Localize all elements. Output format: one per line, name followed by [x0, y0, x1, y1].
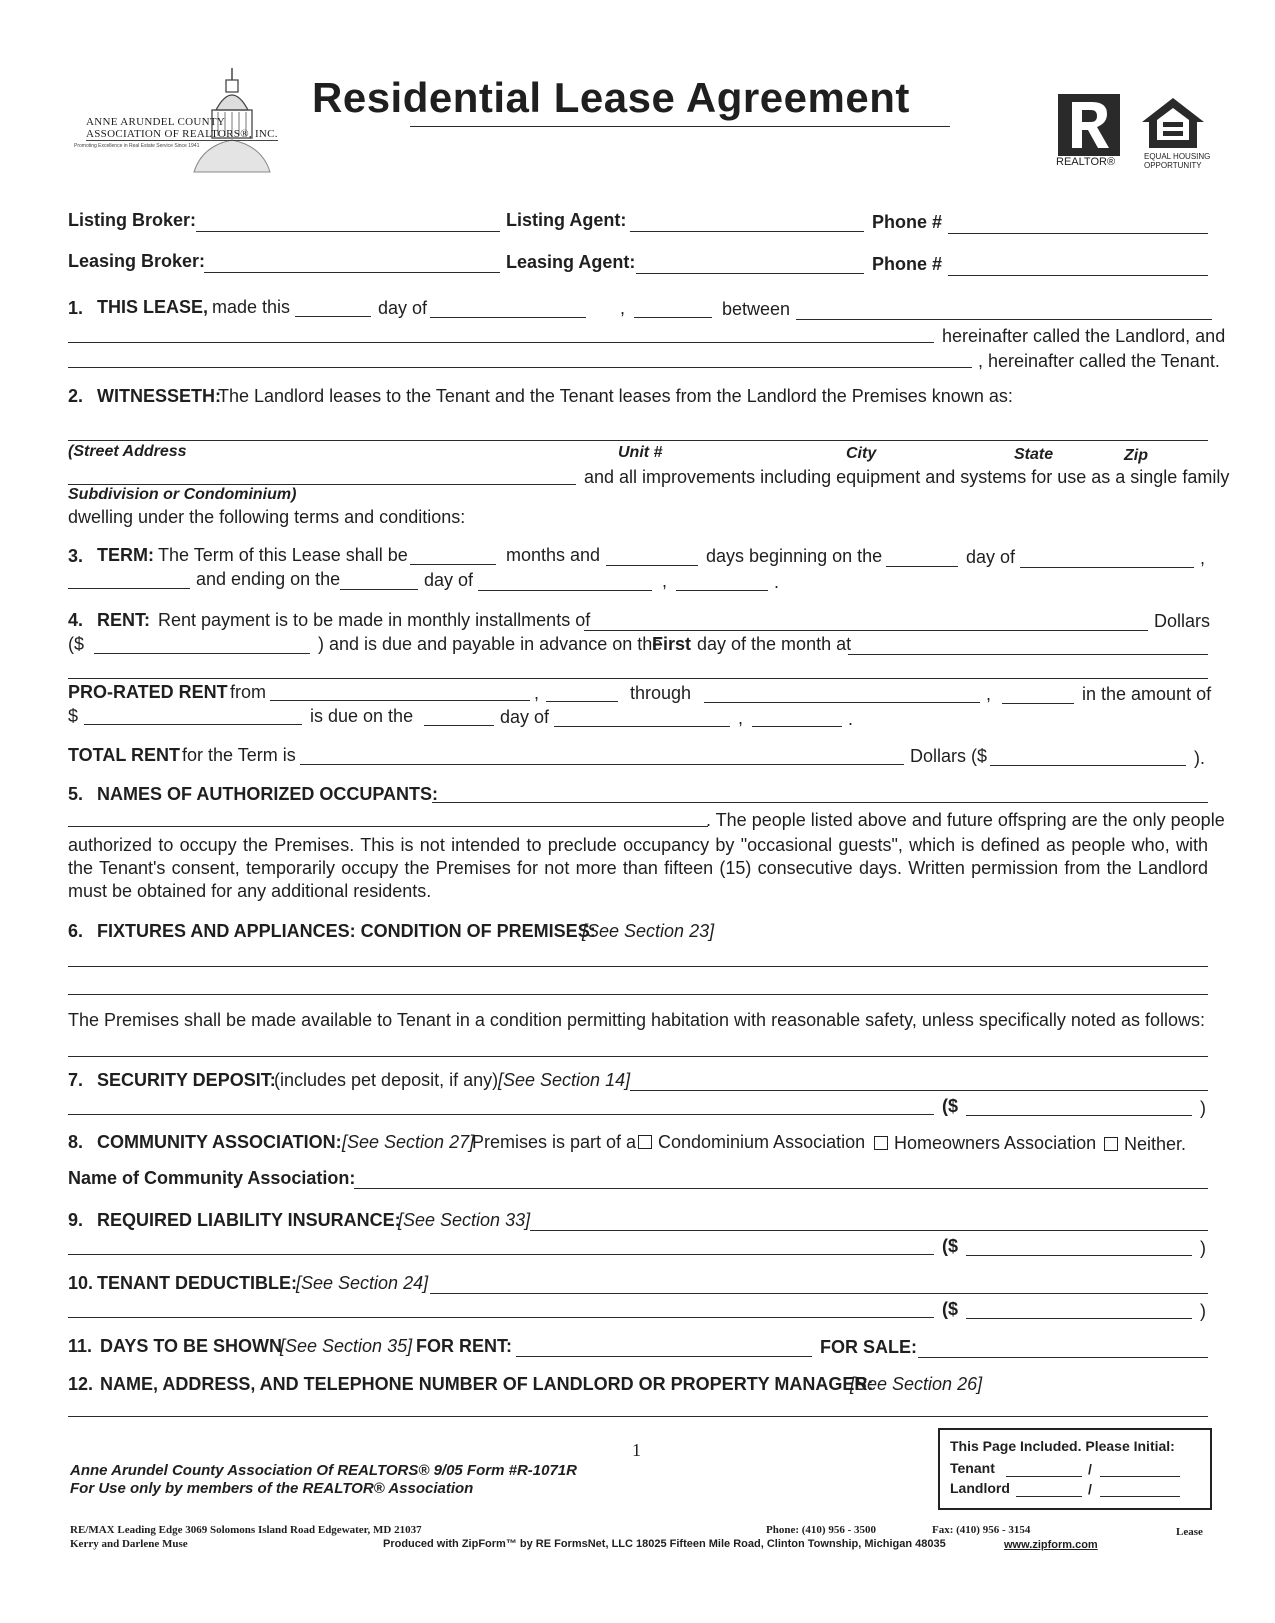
listing-broker-field[interactable] — [196, 231, 500, 232]
s9-amount-field[interactable] — [966, 1255, 1192, 1256]
s8-text: Premises is part of a — [472, 1132, 637, 1152]
s3-end-month-field[interactable] — [478, 590, 652, 591]
homeowners-checkbox[interactable] — [874, 1136, 888, 1150]
s1-made-this: made this — [212, 297, 291, 317]
s7-heading: SECURITY DEPOSIT: — [97, 1070, 276, 1090]
s3-end-day-field[interactable] — [340, 589, 418, 590]
s5-number: 5. — [68, 784, 84, 804]
s7-close: ) — [1200, 1098, 1206, 1118]
phone-1-label: Phone # — [872, 212, 943, 232]
phone-1-field[interactable] — [948, 233, 1208, 234]
total-rent-heading: TOTAL RENT — [68, 745, 180, 765]
s10-heading: TENANT DEDUCTIBLE: — [97, 1273, 297, 1293]
s4-pay-location-line-2[interactable] — [68, 678, 1208, 679]
condominium-label: Condominium Association — [658, 1132, 866, 1152]
neither-label: Neither. — [1124, 1134, 1187, 1154]
realtor-label: REALTOR® — [1056, 156, 1116, 168]
association-logo — [72, 66, 278, 174]
s9-number: 9. — [68, 1210, 84, 1230]
s12-landlord-info-field[interactable] — [68, 1416, 1208, 1417]
s11-heading: DAYS TO BE SHOWN — [100, 1336, 283, 1356]
logo-line-2: ASSOCIATION OF REALTORS®, INC. — [86, 128, 278, 140]
prorated-through-year-field[interactable] — [1002, 703, 1074, 704]
tenant-initial-2-field[interactable] — [1100, 1476, 1180, 1477]
landlord-initial-2-field[interactable] — [1100, 1496, 1180, 1497]
s2-subdivision-caption: Subdivision or Condominium) — [68, 486, 297, 503]
s9-insurance-field[interactable] — [530, 1230, 1208, 1231]
prorated-through: through — [630, 683, 692, 703]
s6-fixtures-line-1[interactable] — [68, 966, 1208, 967]
landlord-slash: / — [1088, 1481, 1092, 1497]
office-agents: Kerry and Darlene Muse — [70, 1538, 188, 1550]
s10-deductible-field[interactable] — [430, 1293, 1208, 1294]
prorated-due-year-field[interactable] — [752, 726, 842, 727]
prorated-dollar: $ — [68, 706, 79, 726]
s3-start-year-field[interactable] — [68, 588, 190, 589]
s9-dollar: ($ — [942, 1236, 959, 1256]
prorated-from-year-field[interactable] — [546, 701, 618, 702]
s2-heading: WITNESSETH: — [97, 386, 221, 406]
office-fax: Fax: (410) 956 - 3154 — [932, 1524, 1031, 1536]
s1-month-field[interactable] — [430, 317, 586, 318]
s9-heading: REQUIRED LIABILITY INSURANCE: — [97, 1210, 401, 1230]
s11-number: 11. — [68, 1336, 93, 1356]
s4-number: 4. — [68, 610, 84, 630]
s5-heading: NAMES OF AUTHORIZED OCCUPANTS: — [97, 784, 438, 804]
s3-start-month-field[interactable] — [1020, 567, 1194, 568]
realtor-r-icon — [1058, 94, 1120, 156]
listing-broker-label: Listing Broker: — [68, 210, 197, 230]
phone-2-field[interactable] — [948, 275, 1208, 276]
s9-reference: [See Section 33] — [398, 1210, 531, 1230]
s8-number: 8. — [68, 1132, 84, 1152]
s2-city-caption: City — [846, 445, 877, 462]
prorated-from: from — [230, 682, 266, 702]
initials-title: This Page Included. Please Initial: — [950, 1438, 1175, 1454]
prorated-period: . — [848, 709, 854, 729]
option-neither[interactable] — [1104, 1134, 1186, 1155]
leasing-broker-label: Leasing Broker: — [68, 251, 206, 271]
neither-checkbox[interactable] — [1104, 1137, 1118, 1151]
total-rent-dollars: Dollars ($ — [910, 746, 988, 766]
s3-days-beginning: days beginning on the — [706, 546, 883, 566]
s4-amount-words-field[interactable] — [584, 630, 1148, 631]
s11-for-rent: FOR RENT: — [416, 1336, 512, 1356]
s2-text: The Landlord leases to the Tenant and the Tenant leases from the Landlord the Premises known as: — [218, 386, 1013, 406]
s4-text: Rent payment is to be made in monthly installments of — [158, 610, 591, 630]
s2-address-field[interactable] — [68, 440, 1208, 441]
s2-state-caption: State — [1014, 446, 1054, 463]
s10-amount-field[interactable] — [966, 1318, 1192, 1319]
s4-heading: RENT: — [97, 610, 150, 630]
initials-tenant-label: Tenant — [950, 1460, 995, 1476]
option-homeowners[interactable] — [874, 1133, 1096, 1154]
s5-occupants-line-2[interactable] — [68, 826, 708, 827]
s4-dollars: Dollars — [1154, 611, 1211, 631]
page-number: 1 — [632, 1440, 641, 1460]
s6-condition-text: The Premises shall be made available to Tenant in a condition permitting habitation with reasonable safety, unless specifically noted as follows: — [68, 1010, 1205, 1030]
s4-due-text: ) and is due and payable in advance on the — [318, 634, 663, 654]
s6-reference: [See Section 23] — [582, 921, 715, 941]
s2-street-caption: (Street Address — [68, 443, 187, 460]
total-rent-amount-field[interactable] — [990, 765, 1186, 766]
prorated-due-month-field[interactable] — [554, 726, 730, 727]
s10-number: 10. — [68, 1273, 94, 1293]
s5-line-text: . The people listed above and future offspring are the only people — [706, 810, 1225, 830]
s4-amount-field[interactable] — [94, 653, 310, 654]
s1-heading: THIS LEASE, — [97, 297, 209, 317]
s3-day-of-2: day of — [424, 570, 474, 590]
logo-tagline: Promoting Excellence in Real Estate Service Since 1941 — [74, 143, 200, 149]
s3-ending: and ending on the — [196, 569, 341, 589]
community-name-label: Name of Community Association: — [68, 1168, 356, 1188]
phone-2-label: Phone # — [872, 254, 943, 274]
equal-housing-icon — [1140, 96, 1206, 150]
document-name: Lease — [1176, 1526, 1203, 1538]
prorated-amount-field[interactable] — [84, 724, 302, 725]
s1-landlord-line-field[interactable] — [68, 342, 934, 343]
s2-zip-caption: Zip — [1124, 447, 1148, 464]
s6-heading: FIXTURES AND APPLIANCES: CONDITION OF PREMISES: — [97, 921, 596, 941]
s3-number: 3. — [68, 546, 84, 566]
office-phone: Phone: (410) 956 - 3500 — [766, 1524, 876, 1536]
community-name-field[interactable] — [354, 1188, 1208, 1189]
s5-occupants-field[interactable] — [432, 802, 1208, 803]
s3-day-of: day of — [966, 547, 1016, 567]
s5-paragraph: authorized to occupy the Premises. This is not intended to preclude occupancy by "occasional guests", which is defined as people who, with the Tenant's consent, temporarily occupy the Premises for not more than fifteen (15) consecutive days. Written permission from the Landlord must be obtained for any additional residents. — [68, 835, 1208, 901]
s1-tenant-name-field[interactable] — [68, 367, 972, 368]
zipform-link[interactable]: www.zipform.com — [1004, 1539, 1098, 1551]
s3-period: . — [774, 572, 780, 592]
s12-heading: NAME, ADDRESS, AND TELEPHONE NUMBER OF LANDLORD OR PROPERTY MANAGER: — [100, 1374, 874, 1394]
logo-line-1: ANNE ARUNDEL COUNTY — [86, 116, 226, 128]
prorated-comma-3: , — [738, 708, 744, 728]
eho-line-1: EQUAL HOUSING — [1144, 152, 1211, 161]
s4-pay-location-field[interactable] — [848, 654, 1208, 655]
s11-for-sale-field[interactable] — [918, 1357, 1208, 1358]
option-condominium[interactable] — [638, 1132, 865, 1153]
s7-reference: [See Section 14] — [498, 1070, 631, 1090]
s10-deductible-line-2[interactable] — [68, 1317, 934, 1318]
eho-line-2: OPPORTUNITY — [1144, 161, 1202, 170]
equal-housing-logo — [1140, 96, 1211, 170]
title-underline — [410, 126, 950, 127]
s7-dollar: ($ — [942, 1096, 959, 1116]
s1-comma: , — [620, 298, 626, 318]
prorated-due-on: is due on the — [310, 706, 414, 726]
s3-heading: TERM: — [97, 545, 154, 565]
leasing-agent-label: Leasing Agent: — [506, 252, 636, 272]
s6-condition-line[interactable] — [68, 1056, 1208, 1057]
s7-deposit-line-2[interactable] — [68, 1114, 934, 1115]
office-address: RE/MAX Leading Edge 3069 Solomons Island Road Edgewater, MD 21037 — [70, 1524, 422, 1536]
listing-agent-label: Listing Agent: — [506, 210, 627, 230]
prorated-from-field[interactable] — [270, 700, 530, 701]
s2-number: 2. — [68, 386, 84, 406]
form-id-line-1: Anne Arundel County Association Of REALTORS® 9/05 Form #R-1071R — [70, 1462, 577, 1479]
tenant-initial-1-field[interactable] — [1006, 1476, 1082, 1477]
s6-number: 6. — [68, 921, 84, 941]
tenant-slash: / — [1088, 1461, 1092, 1477]
s4-month-at: day of the month at — [697, 634, 852, 654]
s3-end-year-field[interactable] — [676, 590, 768, 591]
s7-amount-field[interactable] — [966, 1115, 1192, 1116]
s11-for-sale: FOR SALE: — [820, 1337, 917, 1357]
s7-deposit-field[interactable] — [630, 1090, 1208, 1091]
s2-subdivision-field[interactable] — [68, 484, 576, 485]
s1-landlord-text: hereinafter called the Landlord, and — [942, 326, 1226, 346]
s9-insurance-line-2[interactable] — [68, 1254, 934, 1255]
s1-number: 1. — [68, 298, 84, 318]
landlord-initial-1-field[interactable] — [1016, 1496, 1082, 1497]
s1-between: between — [722, 299, 791, 319]
leasing-agent-field[interactable] — [636, 273, 864, 274]
s2-dwelling-text: dwelling under the following terms and conditions: — [68, 507, 466, 527]
s1-tenant-text: , hereinafter called the Tenant. — [978, 351, 1220, 371]
s1-landlord-name-field[interactable] — [796, 319, 1212, 320]
initials-landlord-label: Landlord — [950, 1480, 1010, 1496]
listing-agent-field[interactable] — [630, 231, 864, 232]
s4-paren-dollar: ($ — [68, 634, 85, 654]
prorated-due-day-field[interactable] — [424, 725, 494, 726]
form-id-line-2: For Use only by members of the REALTOR® Association — [70, 1480, 474, 1497]
s6-fixtures-line-2[interactable] — [68, 994, 1208, 995]
s10-reference: [See Section 24] — [296, 1273, 429, 1293]
s3-start-day-field[interactable] — [886, 566, 958, 567]
s3-months-field[interactable] — [410, 564, 496, 565]
initials-box — [938, 1428, 1212, 1510]
s11-reference: [See Section 35] — [280, 1336, 413, 1356]
s2-improvements-text: and all improvements including equipment and systems for use as a single family — [584, 467, 1230, 487]
s7-text: (includes pet deposit, if any) — [274, 1070, 499, 1090]
total-rent-words-field[interactable] — [300, 764, 904, 765]
condominium-checkbox[interactable] — [638, 1135, 652, 1149]
prorated-comma: , — [534, 683, 540, 703]
prorated-day-of: day of — [500, 707, 550, 727]
prorated-through-field[interactable] — [704, 702, 980, 703]
prorated-heading: PRO-RATED RENT — [68, 682, 228, 702]
s12-reference: [See Section 26] — [850, 1374, 983, 1394]
homeowners-label: Homeowners Association — [894, 1133, 1097, 1153]
s1-year-field[interactable] — [634, 317, 712, 318]
total-rent-close: ). — [1194, 748, 1205, 768]
total-rent-text: for the Term is — [182, 745, 296, 765]
page-title: Residential Lease Agreement — [312, 74, 910, 121]
s3-comma-2: , — [662, 571, 668, 591]
s10-dollar: ($ — [942, 1299, 959, 1319]
s9-close: ) — [1200, 1238, 1206, 1258]
s8-reference: [See Section 27] — [342, 1132, 475, 1152]
s3-comma: , — [1200, 548, 1206, 568]
prorated-comma-2: , — [986, 684, 992, 704]
s3-text: The Term of this Lease shall be — [158, 545, 408, 565]
produced-by: Produced with ZipForm™ by RE FormsNet, LLC 18025 Fifteen Mile Road, Clinton Township, Michigan 48035 — [383, 1538, 946, 1550]
s2-unit-caption: Unit # — [618, 444, 663, 461]
s3-days-field[interactable] — [606, 565, 698, 566]
s12-number: 12. — [68, 1374, 94, 1394]
s3-months-and: months and — [506, 545, 601, 565]
leasing-broker-field[interactable] — [204, 272, 500, 273]
s8-heading: COMMUNITY ASSOCIATION: — [97, 1132, 342, 1152]
s10-close: ) — [1200, 1301, 1206, 1321]
s1-day-of: day of — [378, 298, 428, 318]
s1-day-field[interactable] — [295, 316, 371, 317]
prorated-amount-of: in the amount of — [1082, 684, 1212, 704]
s4-first: First — [652, 634, 692, 654]
s11-for-rent-field[interactable] — [516, 1356, 812, 1357]
s7-number: 7. — [68, 1070, 84, 1090]
